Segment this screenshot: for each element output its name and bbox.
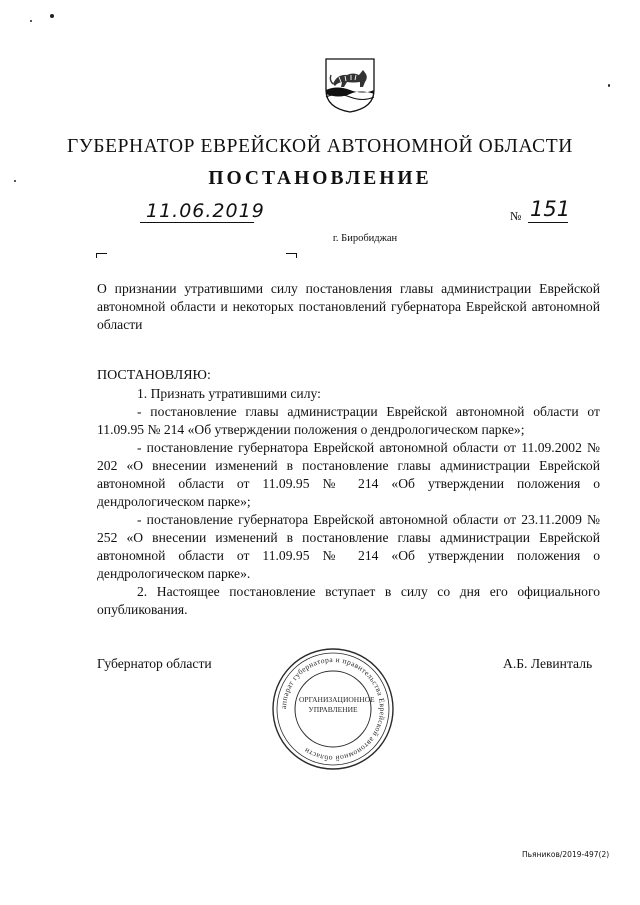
seal-ring-text: аппарат губернатора и правительства Еврейской автономной области	[278, 654, 388, 764]
city-label: г. Биробиджан	[332, 233, 398, 244]
body-paragraph: 2. Настоящее постановление вступает в силу со дня его официального опубликования.	[97, 584, 600, 617]
body-paragraph: - постановление губернатора Еврейской автономной области от 11.09.2002 № 202 «О внесении изменений в постановление главы администрации Еврейской автономной области от 11.09.95 № 214 «Об утверждении положения о дендрологическом парке»;	[97, 440, 600, 509]
subject-text: О признании утратившими силу постановления главы администрации Еврейской автономной области и некоторых постановлений губернатора Еврейской автономной области	[97, 281, 600, 332]
corner-mark-left	[96, 253, 107, 258]
coat-of-arms-icon	[323, 56, 377, 114]
governor-title: ГУБЕРНАТОР ЕВРЕЙСКОЙ АВТОНОМНОЙ ОБЛАСТИ	[67, 136, 573, 157]
seal-center-text: ОРГАНИЗАЦИОННОЕ УПРАВЛЕНИЕ	[299, 695, 375, 714]
document-body	[97, 367, 600, 619]
body-paragraph: - постановление главы администрации Еврейской автономной области от 11.09.95 № 214 «Об утверждении положения о дендрологическом парке»;	[97, 404, 600, 437]
scan-speck	[50, 14, 54, 18]
signatory-name: А.Б. Левинталь	[503, 656, 593, 671]
document-number: 151	[530, 197, 571, 221]
document-type-heading: ПОСТАНОВЛЕНИЕ	[208, 168, 432, 189]
signatory-position: Губернатор области	[97, 656, 212, 671]
body-paragraph: - постановление губернатора Еврейской автономной области от 23.11.2009 № 252 «О внесении изменений в постановление главы администрации Еврейской автономной области от 11.09.95 № 214 «Об утверждении положения о дендрологическом парке».	[97, 512, 600, 581]
corner-mark-right	[286, 253, 297, 258]
official-seal-stamp	[270, 646, 396, 772]
body-paragraph: 1. Признать утратившими силу:	[137, 386, 321, 401]
document-date: 11.06.2019	[146, 200, 265, 222]
document-subject	[97, 280, 600, 334]
footer-registration-code: Пьяников/2019-497(2)	[522, 850, 610, 859]
number-sign: №	[510, 209, 522, 223]
scan-speck	[608, 84, 610, 87]
decree-word: ПОСТАНОВЛЯЮ:	[97, 368, 211, 383]
scan-speck	[30, 20, 32, 22]
